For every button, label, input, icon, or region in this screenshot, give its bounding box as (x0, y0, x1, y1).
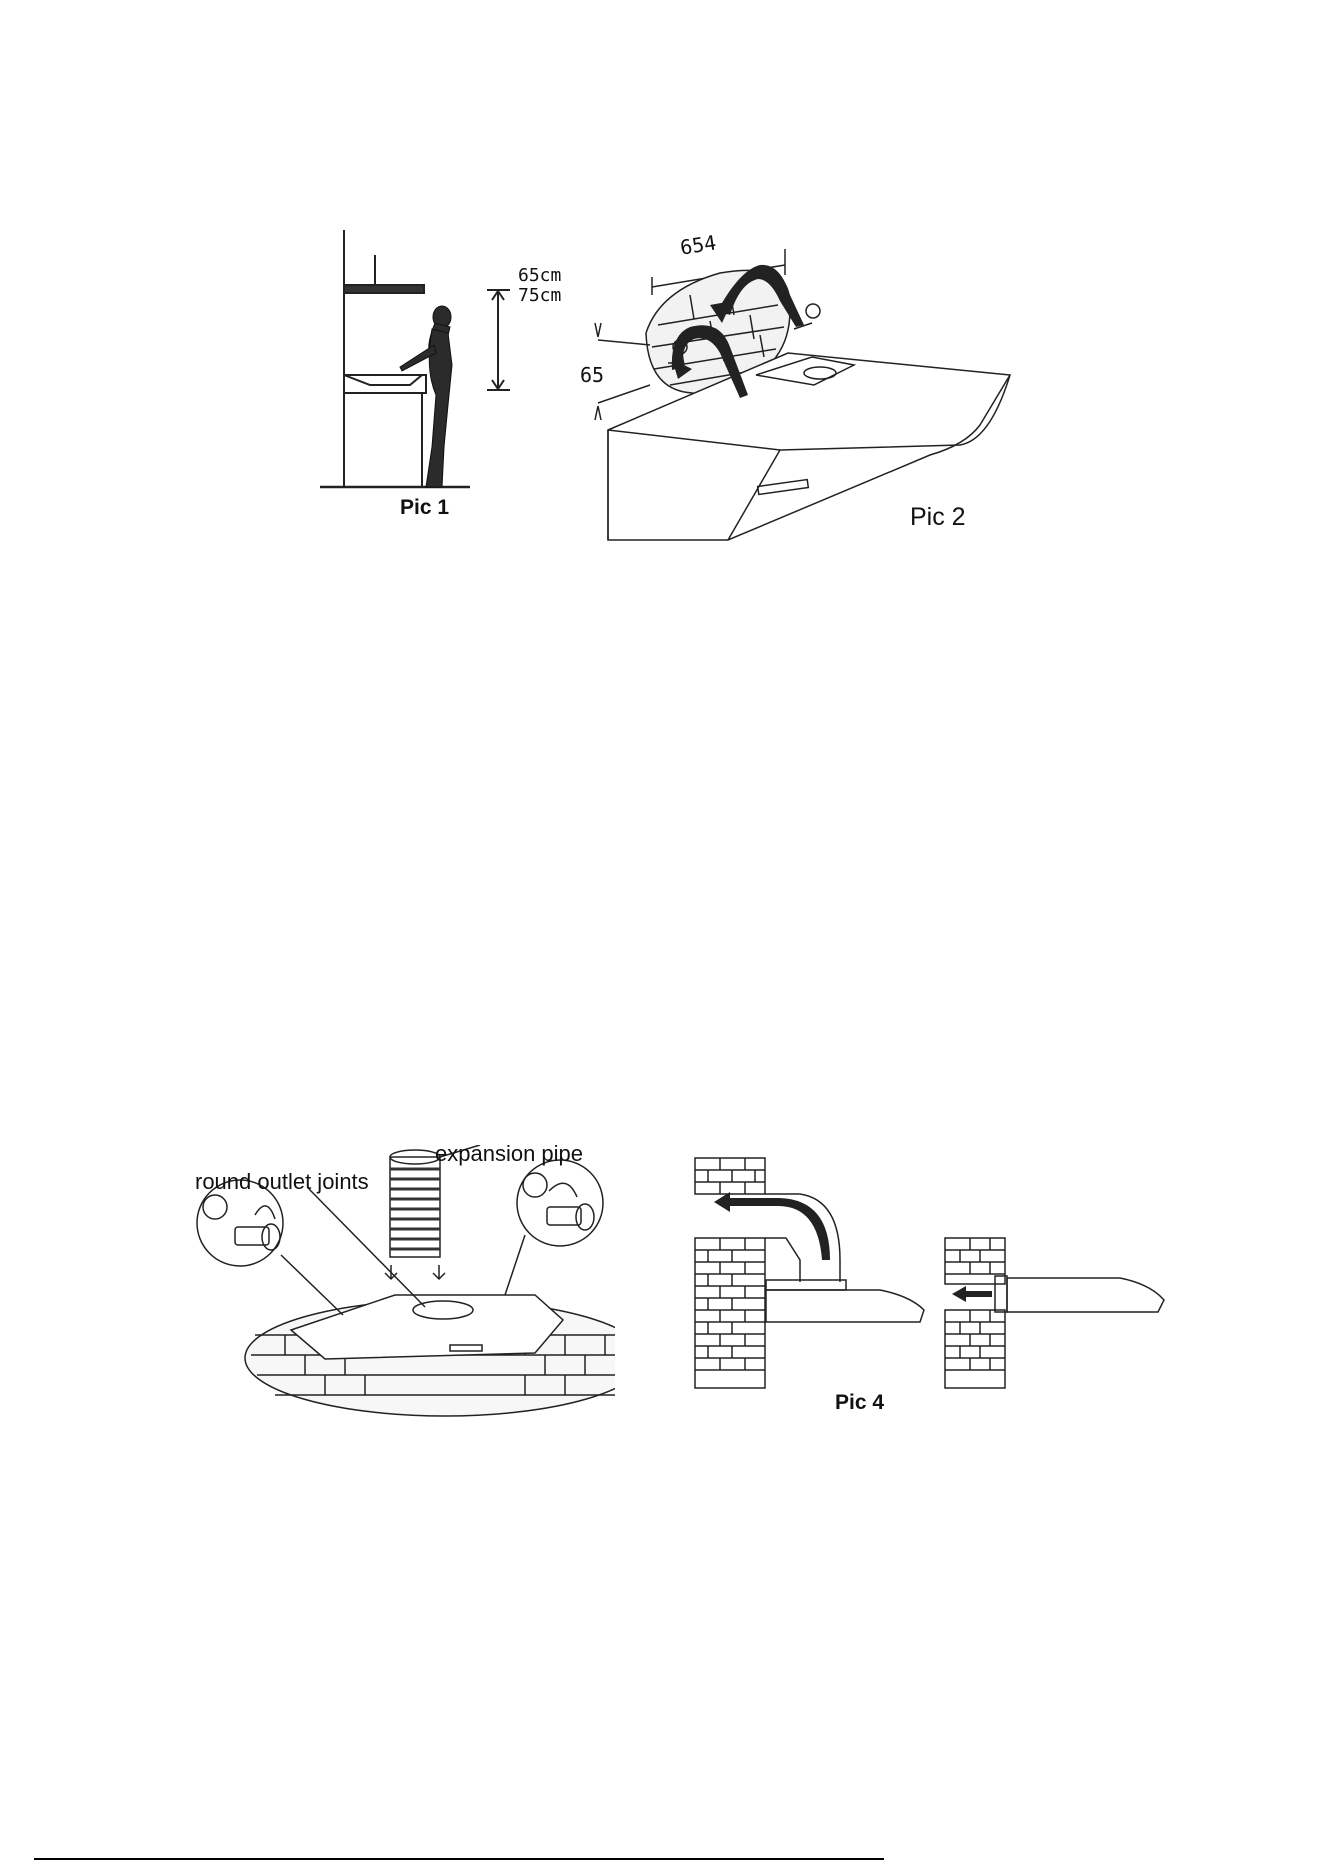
pic1-caption: Pic 1 (400, 496, 450, 519)
expansion-pipe-label: expansion pipe (435, 1141, 584, 1166)
width-dimension-label: 654 (678, 230, 718, 260)
height-dimension-label: 65 (580, 363, 605, 387)
pic4-caption: Pic 4 (835, 1391, 885, 1414)
round-outlet-joints-label: round outlet joints (195, 1169, 369, 1194)
hood-wall-mounting-illustration (580, 235, 1040, 545)
height-bottom-label: 75cm (518, 285, 562, 306)
pic2-figure (580, 230, 1040, 545)
height-top-label: 65cm (518, 265, 562, 286)
pic3-figure (195, 1141, 615, 1420)
outlet-direction-illustration (690, 1150, 1170, 1410)
pic4-figure (690, 1150, 1170, 1414)
footer-rule (34, 1858, 884, 1860)
pic2-caption: Pic 2 (910, 503, 966, 531)
